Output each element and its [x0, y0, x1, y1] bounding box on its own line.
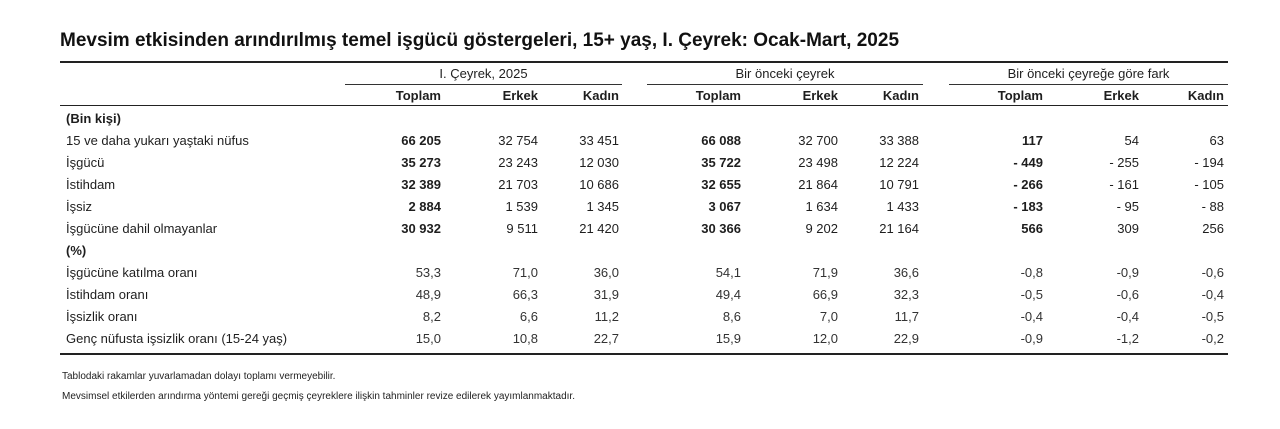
table-cell: 21 864 [798, 177, 838, 192]
table-cell: - 88 [1201, 199, 1224, 214]
col-header-erkek: Erkek [502, 88, 538, 103]
table-cell: 7,0 [819, 309, 838, 324]
table-cell: 21 703 [498, 177, 538, 192]
table-cell: 71,0 [512, 265, 538, 280]
table-cell: 23 243 [498, 155, 538, 170]
table-cell: 10 686 [579, 177, 619, 192]
column-headers [60, 88, 1224, 104]
table-cell: - 183 [1013, 199, 1043, 214]
row-label: İstihdam [66, 177, 116, 192]
table-cell: 6,6 [519, 309, 538, 324]
table-cell [919, 240, 1043, 262]
table-cell: 117 [1022, 133, 1043, 148]
section-label: (%) [66, 243, 87, 258]
header-label-spacer [60, 88, 341, 104]
table-cell: 36,6 [893, 265, 919, 280]
table-cell: - 95 [1116, 199, 1139, 214]
table-cell: -0,9 [1116, 265, 1139, 280]
row-label: İşgücüne katılma oranı [66, 265, 198, 280]
table-cell [619, 108, 741, 130]
table-cell: 1 634 [805, 199, 838, 214]
table-cell: -0,5 [1020, 287, 1043, 302]
table-cell: 66,9 [812, 287, 838, 302]
table-cell: 10,8 [512, 331, 538, 346]
col-header-kadin: Kadın [582, 88, 619, 103]
table-cell: 15,9 [715, 331, 741, 346]
table-cell: -1,2 [1116, 331, 1139, 346]
table-cell: 1 345 [586, 199, 619, 214]
table-cell: -0,6 [1201, 265, 1224, 280]
col-header-kadin: Kadın [882, 88, 919, 103]
footnote: Mevsimsel etkilerden arındırma yöntemi gereği geçmiş çeyreklere ilişkin tahminler revize edilerek yayımlanmaktadır. [62, 391, 575, 402]
table-cell: - 105 [1194, 177, 1224, 192]
table-cell: - 449 [1013, 155, 1043, 170]
table-cell: 71,9 [812, 265, 838, 280]
table-cell: - 194 [1194, 155, 1224, 170]
table-cell: -0,4 [1020, 309, 1043, 324]
table-cell: -0,8 [1020, 265, 1043, 280]
table-cell: 9 511 [506, 221, 538, 236]
table-cell: 63 [1209, 133, 1224, 148]
table-cell: 33 451 [579, 133, 619, 148]
table-cell: -0,5 [1201, 309, 1224, 324]
table-cell [441, 240, 538, 262]
group-header-difference: Bir önceki çeyreğe göre fark [949, 66, 1228, 85]
table-cell: 1 539 [505, 199, 538, 214]
table-cell: 33 388 [879, 133, 919, 148]
table-cell: 11,2 [594, 309, 619, 324]
table-cell: 309 [1117, 221, 1139, 236]
table-cell: 32 754 [498, 133, 538, 148]
table-cell: -0,6 [1116, 287, 1139, 302]
table-cell: 12 030 [579, 155, 619, 170]
table-cell: 8,2 [422, 309, 441, 324]
table-cell [341, 240, 441, 262]
table-cell: 32 655 [701, 177, 741, 192]
table-cell: 15,0 [415, 331, 441, 346]
table-cell: -0,4 [1116, 309, 1139, 324]
table-cell: 66 205 [401, 133, 441, 148]
table-cell: 32,3 [893, 287, 919, 302]
table-cell: 11,7 [894, 309, 919, 324]
table-cell: 10 791 [879, 177, 919, 192]
group-header-current-quarter: I. Çeyrek, 2025 [345, 66, 622, 85]
row-label: İşgücü [66, 155, 105, 170]
table-cell: 22,7 [593, 331, 619, 346]
header-rule [60, 105, 1228, 106]
table-cell: 2 884 [408, 199, 441, 214]
row-label: İşsizlik oranı [66, 309, 138, 324]
table-cell: 256 [1202, 221, 1224, 236]
table-cell [1043, 108, 1139, 130]
table-cell: 32 700 [798, 133, 838, 148]
table-cell: 66 088 [701, 133, 741, 148]
table-cell: 35 722 [701, 155, 741, 170]
table-cell: 35 273 [401, 155, 441, 170]
table-cell: 49,4 [715, 287, 741, 302]
table-cell [538, 108, 619, 130]
table-cell: 66,3 [512, 287, 538, 302]
table-cell: -0,4 [1201, 287, 1224, 302]
table-cell [341, 108, 441, 130]
table-cell [919, 108, 1043, 130]
table-cell [741, 240, 838, 262]
table-cell [741, 108, 838, 130]
table-body [60, 108, 1224, 350]
table-cell: 3 067 [708, 199, 741, 214]
table-cell: - 161 [1109, 177, 1139, 192]
table-cell: 30 366 [701, 221, 741, 236]
table-cell: 22,9 [893, 331, 919, 346]
row-label: İşsiz [66, 199, 92, 214]
row-label: İşgücüne dahil olmayanlar [66, 221, 218, 236]
table-cell: 32 389 [401, 177, 441, 192]
table-cell: -0,9 [1020, 331, 1043, 346]
table-cell: 54,1 [715, 265, 741, 280]
table-cell: 30 932 [401, 221, 441, 236]
table-cell [1043, 240, 1139, 262]
table-cell: 9 202 [805, 221, 838, 236]
table-cell [1139, 240, 1224, 262]
col-header-kadin: Kadın [1187, 88, 1224, 103]
table-cell: - 255 [1109, 155, 1139, 170]
col-header-toplam: Toplam [997, 88, 1043, 103]
table-cell: 36,0 [593, 265, 619, 280]
table-cell: - 266 [1013, 177, 1043, 192]
table-cell: 53,3 [415, 265, 441, 280]
table-cell: 12 224 [879, 155, 919, 170]
table-cell: 31,9 [593, 287, 619, 302]
table-cell [1139, 108, 1224, 130]
table-cell: 23 498 [798, 155, 838, 170]
table-cell [838, 240, 919, 262]
col-header-erkek: Erkek [1103, 88, 1139, 103]
table-cell [619, 240, 741, 262]
col-header-toplam: Toplam [395, 88, 441, 103]
table-cell: 54 [1124, 133, 1139, 148]
row-label: 15 ve daha yukarı yaştaki nüfus [66, 133, 249, 148]
table-cell: 12,0 [812, 331, 838, 346]
footnote: Tablodaki rakamlar yuvarlamadan dolayı toplamı vermeyebilir. [62, 371, 336, 382]
table-cell: 48,9 [415, 287, 441, 302]
table-cell: 21 164 [879, 221, 919, 236]
col-header-erkek: Erkek [802, 88, 838, 103]
row-label: Genç nüfusta işsizlik oranı (15-24 yaş) [66, 331, 288, 346]
table-cell: 1 433 [886, 199, 919, 214]
table-cell [538, 240, 619, 262]
table-cell [838, 108, 919, 130]
top-rule [60, 61, 1228, 63]
table-title: Mevsim etkisinden arındırılmış temel işgücü göstergeleri, 15+ yaş, I. Çeyrek: Ocak-Mart, 2025 [60, 30, 900, 51]
section-label: (Bin kişi) [66, 111, 121, 126]
row-label: İstihdam oranı [66, 287, 149, 302]
table-cell: -0,2 [1201, 331, 1224, 346]
bottom-rule [60, 353, 1228, 355]
group-header-previous-quarter: Bir önceki çeyrek [647, 66, 923, 85]
table-cell: 21 420 [579, 221, 619, 236]
table-cell: 8,6 [722, 309, 741, 324]
table-cell: 566 [1021, 221, 1043, 236]
table-cell [441, 108, 538, 130]
col-header-toplam: Toplam [695, 88, 741, 103]
